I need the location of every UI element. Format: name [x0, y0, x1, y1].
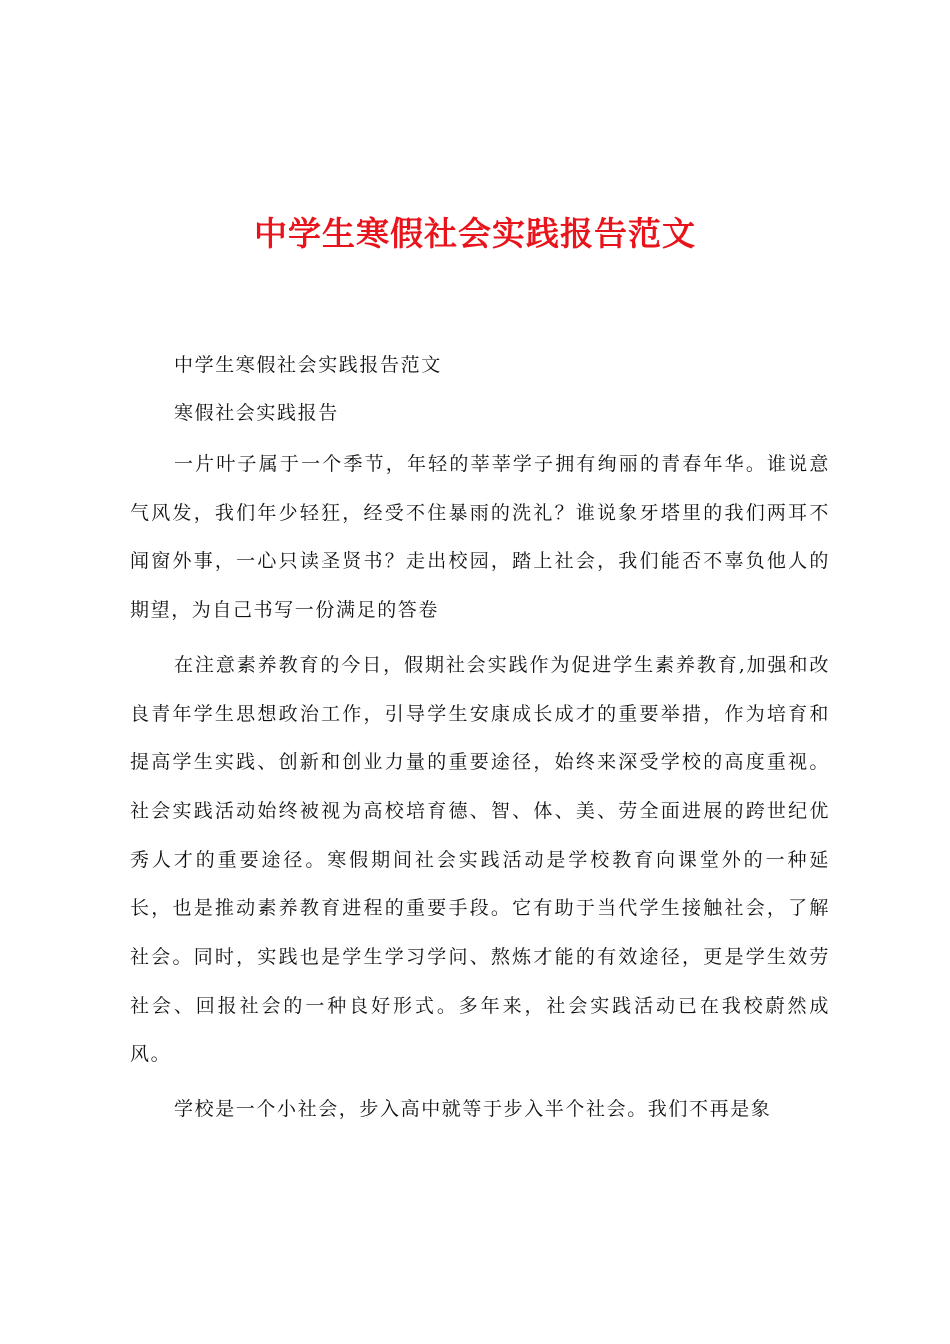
paragraph-3: 学校是一个小社会，步入高中就等于步入半个社会。我们不再是象: [174, 1098, 772, 1121]
section-heading: 寒假社会实践报告: [174, 402, 339, 424]
paragraph-1: 一片叶子属于一个季节，年轻的莘莘学子拥有绚丽的青春年华。谁说意气风发，我们年少轻狂，经受不住暴雨的洗礼？谁说象牙塔里的我们两耳不闻窗外事，一心只读圣贤书？走出校园，踏上社会，我们能否不辜负他人的期望，为自己书写一份满足的答卷: [130, 453, 830, 622]
document-body: [130, 341, 830, 1140]
subtitle-line: 中学生寒假社会实践报告范文: [174, 354, 442, 376]
document-title: 中学生寒假社会实践报告范文: [254, 214, 696, 253]
paragraph-2: 在注意素养教育的今日，假期社会实践作为促进学生素养教育,加强和改良青年学生思想政治工作，引导学生安康成长成才的重要举措，作为培育和提高学生实践、创新和创业力量的重要途径，始终来深受学校的高度重视。社会实践活动始终被视为高校培育德、智、体、美、劳全面进展的跨世纪优秀人才的重要途径。寒假期间社会实践活动是学校教育向课堂外的一种延长，也是推动素养教育进程的重要手段。它有助于当代学生接触社会，了解社会。同时，实践也是学生学习学问、熬炼才能的有效途径，更是学生效劳社会、回报社会的一种良好形式。多年来，社会实践活动已在我校蔚然成风。: [130, 653, 830, 1066]
